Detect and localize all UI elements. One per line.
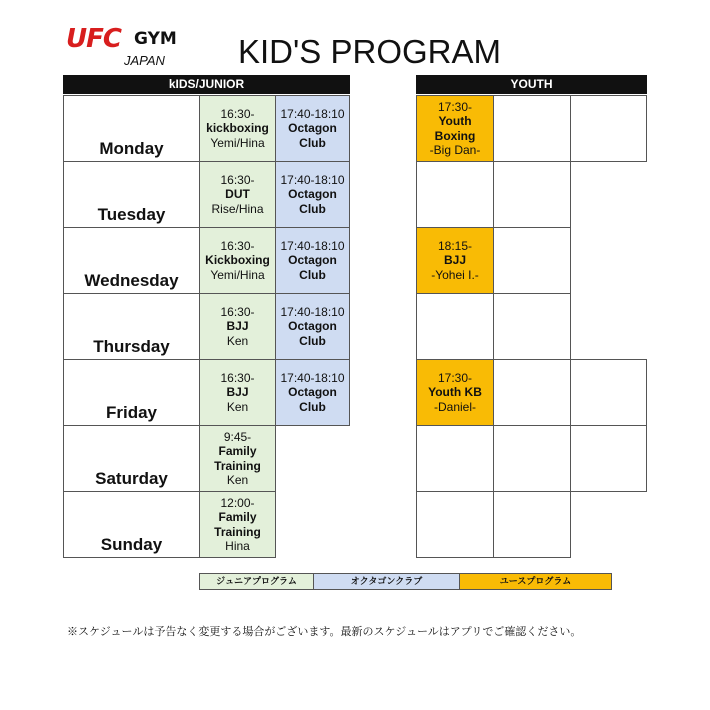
class-time: 12:00-	[220, 495, 255, 510]
youth-empty-slot	[493, 359, 571, 426]
class-time: 17:40-18:10	[280, 106, 345, 121]
class-coach: Hina	[225, 539, 250, 553]
class-time: 16:30-	[220, 370, 255, 385]
class-name: Family Training	[214, 444, 261, 473]
day-label: Wednesday	[84, 271, 179, 290]
legend-youth: ユースプログラム	[459, 573, 612, 590]
class-name: BJJ	[226, 385, 249, 400]
youth-empty-slot	[416, 161, 494, 228]
class-time: 17:30-	[437, 99, 473, 114]
day-tuesday	[63, 161, 200, 228]
class-time: 17:40-18:10	[280, 238, 345, 253]
class-time: 16:30-	[220, 238, 255, 253]
youth-empty-slot	[416, 293, 494, 360]
legend-junior: ジュニアプログラム	[199, 573, 314, 590]
class-name: Kickboxing	[205, 253, 270, 268]
class-coach: -Big Dan-	[429, 143, 481, 157]
junior-class-tuesday[interactable]	[199, 161, 276, 228]
day-thursday	[63, 293, 200, 360]
class-time: 17:40-18:10	[280, 172, 345, 187]
junior-class-friday[interactable]	[199, 359, 276, 426]
class-name: kickboxing	[206, 121, 269, 136]
youth-class-monday[interactable]	[416, 95, 494, 162]
octagon-class-monday[interactable]	[275, 95, 350, 162]
class-name: Octagon Club	[288, 187, 337, 216]
schedule-note: ※スケジュールは予告なく変更する場合がございます。最新のスケジュールはアプリでご確認ください。	[67, 626, 582, 638]
legend-octagon: オクタゴンクラブ	[313, 573, 460, 590]
class-coach: Yemi/Hina	[210, 267, 265, 282]
day-monday	[63, 95, 200, 162]
class-name: BJJ	[226, 319, 249, 334]
youth-empty-slot	[416, 491, 494, 558]
octagon-class-tuesday[interactable]	[275, 161, 350, 228]
junior-class-thursday[interactable]	[199, 293, 276, 360]
day-label: Sunday	[100, 535, 163, 554]
class-coach: Rise/Hina	[211, 201, 264, 216]
octagon-class-wednesday[interactable]	[275, 227, 350, 294]
class-name: BJJ	[443, 253, 466, 268]
kids-junior-header: kIDS/JUNIOR	[63, 75, 350, 94]
youth-empty-slot	[493, 491, 571, 558]
ufc-gym-logo	[66, 24, 178, 70]
youth-class-friday[interactable]	[416, 359, 494, 426]
class-time: 18:15-	[437, 238, 473, 253]
logo-ufc: UFC	[66, 24, 121, 54]
day-wednesday	[63, 227, 200, 294]
day-label: Saturday	[95, 469, 168, 488]
class-coach: Ken	[226, 333, 249, 348]
youth-empty-slot	[493, 425, 571, 492]
day-label: Tuesday	[97, 205, 166, 224]
junior-class-monday[interactable]	[199, 95, 276, 162]
octagon-class-friday[interactable]	[275, 359, 350, 426]
class-time: 16:30-	[220, 304, 255, 319]
junior-class-wednesday[interactable]	[199, 227, 276, 294]
class-time: 17:40-18:10	[280, 304, 345, 319]
class-name: Youth Boxing	[434, 114, 476, 143]
day-label: Monday	[99, 139, 164, 158]
class-name: Octagon Club	[288, 385, 337, 414]
youth-empty-slot	[493, 293, 571, 360]
junior-class-saturday[interactable]	[199, 425, 276, 492]
logo-gym: GYM	[134, 29, 177, 49]
logo-japan: JAPAN	[124, 53, 165, 68]
class-coach: -Yohei I.-	[431, 267, 479, 282]
youth-empty-slot	[493, 227, 571, 294]
class-time: 16:30-	[220, 106, 255, 121]
page-title: KID'S PROGRAM	[238, 33, 502, 70]
class-name: DUT	[225, 187, 250, 202]
youth-empty-slot	[416, 425, 494, 492]
class-coach: Yemi/Hina	[210, 135, 265, 150]
youth-header: YOUTH	[416, 75, 647, 94]
class-name: Octagon Club	[288, 253, 337, 282]
youth-empty-slot	[570, 425, 647, 492]
day-label: Friday	[105, 403, 158, 422]
octagon-class-thursday[interactable]	[275, 293, 350, 360]
class-name: Octagon Club	[288, 319, 337, 348]
class-coach: Ken	[226, 399, 249, 414]
youth-empty-slot	[493, 161, 571, 228]
class-name: Family Training	[214, 510, 261, 539]
junior-class-sunday[interactable]	[199, 491, 276, 558]
day-label: Thursday	[93, 337, 170, 356]
class-time: 17:40-18:10	[280, 370, 345, 385]
class-time: 17:30-	[437, 370, 473, 385]
day-sunday	[63, 491, 200, 558]
class-name: Youth KB	[428, 385, 482, 400]
youth-empty-slot	[570, 359, 647, 426]
youth-empty-slot	[570, 95, 647, 162]
class-coach: Ken	[226, 473, 249, 487]
class-time: 9:45-	[223, 429, 252, 444]
youth-empty-slot	[493, 95, 571, 162]
class-coach: -Daniel-	[433, 399, 476, 414]
class-time: 16:30-	[220, 172, 255, 187]
day-saturday	[63, 425, 200, 492]
youth-class-wednesday[interactable]	[416, 227, 494, 294]
class-name: Octagon Club	[288, 121, 337, 150]
day-friday	[63, 359, 200, 426]
